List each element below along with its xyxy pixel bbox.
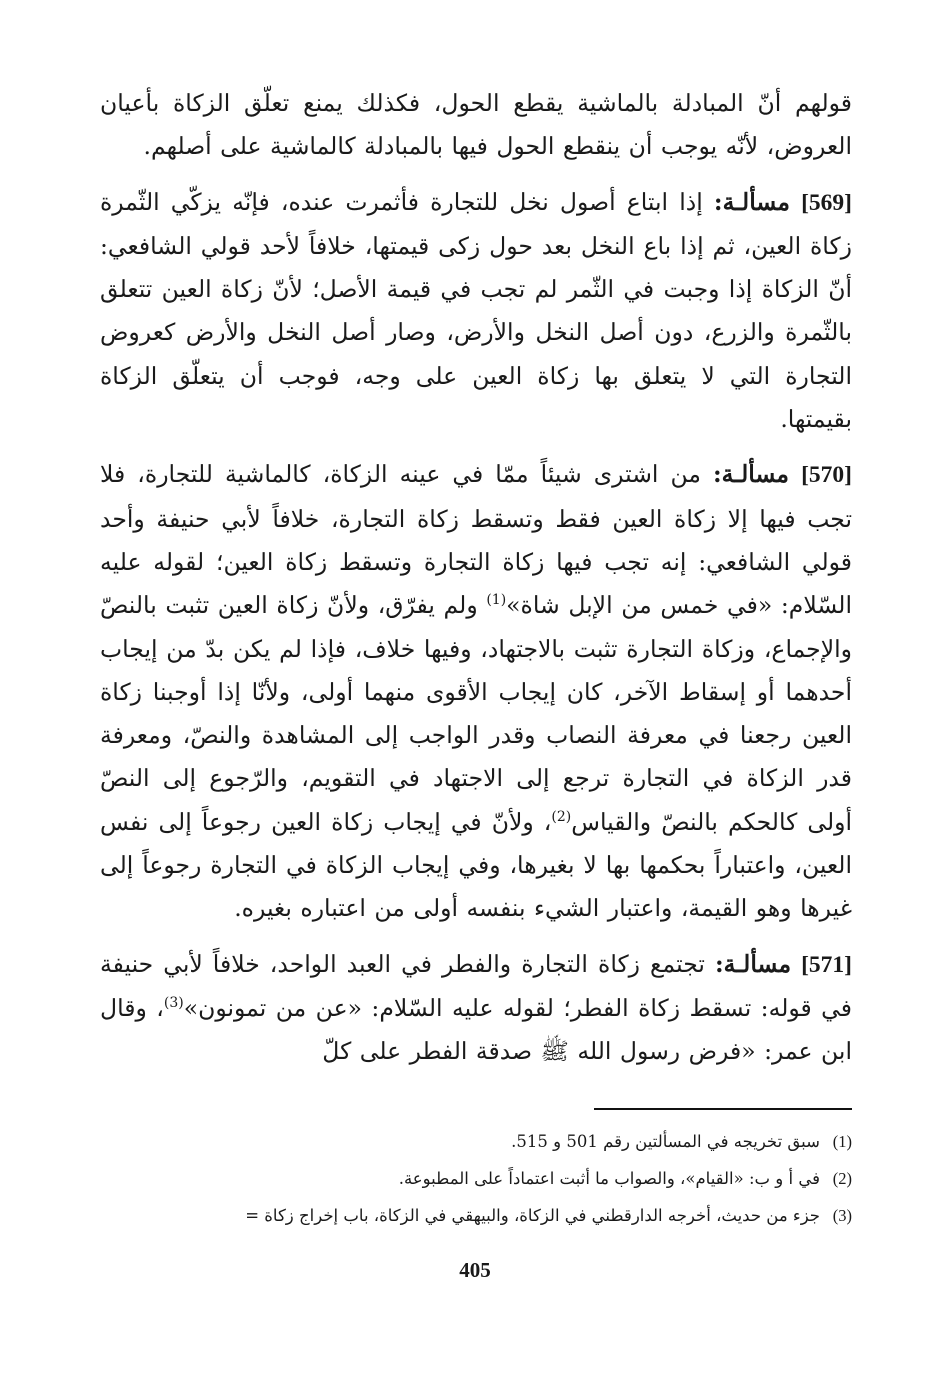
issue-text: تجتمع زكاة التجارة والفطر في العبد الواحد، خلافاً لأبي حنيفة في قوله: تسقط زكاة الفطر؛ لقوله عليه السّلام: «عن من تمونون» bbox=[100, 949, 853, 1022]
intro-text: قولهم أنّ المبادلة بالماشية يقطع الحول، فكذلك يمنع تعلّق الزكاة بأعيان العروض، لأنّه يوجب أن ينقطع الحول فيها بالمبادلة كالماشية على أصلهم. bbox=[100, 89, 852, 161]
footnote-text: جزء من حديث، أخرجه الدارقطني في الزكاة، والبيهقي في الزكاة، باب إخراج زكاة = bbox=[245, 1206, 820, 1225]
issue-text: ، ولأنّ في إيجاب زكاة العين رجوعاً إلى نفس العين، واعتباراً بحكمها بها لا بغيرها، وفي إيجاب الزكاة في التجارة رجوعاً إلى غيرها وهو القيمة، واعتبار الشيء بنفسه أولى من اعتباره بغيره. bbox=[100, 807, 852, 923]
footnote-number: (2) bbox=[832, 1169, 852, 1188]
footnote-separator bbox=[594, 1108, 852, 1110]
footnote-ref[interactable]: (1) bbox=[486, 592, 507, 609]
footnote bbox=[100, 1197, 852, 1234]
footnote-text: في أ و ب: «القيام»، والصواب ما أثبت اعتماداً على المطبوعة. bbox=[398, 1169, 820, 1188]
footnote-ref[interactable]: (3) bbox=[163, 995, 184, 1012]
footnote bbox=[100, 1123, 852, 1160]
footnote bbox=[100, 1160, 852, 1197]
issue-570 bbox=[100, 453, 852, 930]
issue-571 bbox=[100, 943, 852, 1074]
issue-label: مسألـة: bbox=[713, 187, 790, 216]
footnotes bbox=[100, 1123, 852, 1234]
footnote-text: سبق تخريجه في المسألتين رقم 501 و 515. bbox=[511, 1132, 820, 1151]
issue-text: إذا ابتاع أصول نخل للتجارة فأثمرت عنده، فإنّه يزكّي الثّمرة زكاة العين، ثم إذا باع النخل بعد حول زكى قيمتها، خلافاً لأحد قولي الشافعي: أنّ الزكاة إذا وجبت في الثّمر لم تجب في قيمة الأصل؛ لأنّ زكاة العين تتعلق بالثّمرة والزرع، دون أصل النخل والأرض، وصار أصل النخل والأرض كعروض التجارة التي لا يتعلق بها زكاة العين على وجه، فوجب أن يتعلّق الزكاة بقيمتها. bbox=[100, 187, 852, 434]
issue-number: [569] bbox=[801, 189, 852, 216]
issue-label: مسألـة: bbox=[712, 460, 790, 489]
intro-paragraph bbox=[100, 82, 852, 169]
issue-label: مسألـة: bbox=[715, 949, 792, 978]
footnote-number: (1) bbox=[832, 1132, 852, 1151]
issue-text: ولم يفرّق، ولأنّ زكاة العين تثبت بالنصّ والإجماع، وزكاة التجارة تثبت بالاجتهاد، وفيها خلاف، فإذا لم يكن بدّ من إيجاب أحدهما أو إسقاط الآخر، كان إيجاب الأقوى منهما أولى، ولأنّا إذا أوجبنا زكاة العين رجعنا في معرفة النصاب وقدر الواجب إلى المشاهدة والنصّ، ومعرفة قدر الزكاة في التجارة ترجع إلى الاجتهاد في التقويم، والرّجوع إلى النصّ أولى كالحكم بالنصّ والقياس bbox=[100, 591, 853, 836]
issue-569 bbox=[100, 181, 852, 442]
issue-number: [571] bbox=[801, 951, 852, 978]
page-body bbox=[100, 82, 852, 1074]
page-number: 405 bbox=[459, 1258, 491, 1282]
issue-text: من اشترى شيئاً ممّا في عينه الزكاة، كالماشية للتجارة، فلا تجب فيها إلا زكاة العين فقط وتسقط زكاة التجارة، خلافاً لأبي حنيفة وأحد قولي الشافعي: إنه تجب فيها زكاة التجارة وتسقط زكاة العين؛ لقوله عليه السّلام: «في خمس من الإبل شاة» bbox=[100, 460, 852, 620]
issue-number: [570] bbox=[801, 462, 852, 489]
issue-text: ، وقال ابن عمر: «فرض رسول الله ﷺ صدقة الفطر على كلّ bbox=[100, 993, 852, 1066]
footnote-number: (3) bbox=[832, 1206, 852, 1225]
footnote-ref[interactable]: (2) bbox=[551, 808, 572, 825]
